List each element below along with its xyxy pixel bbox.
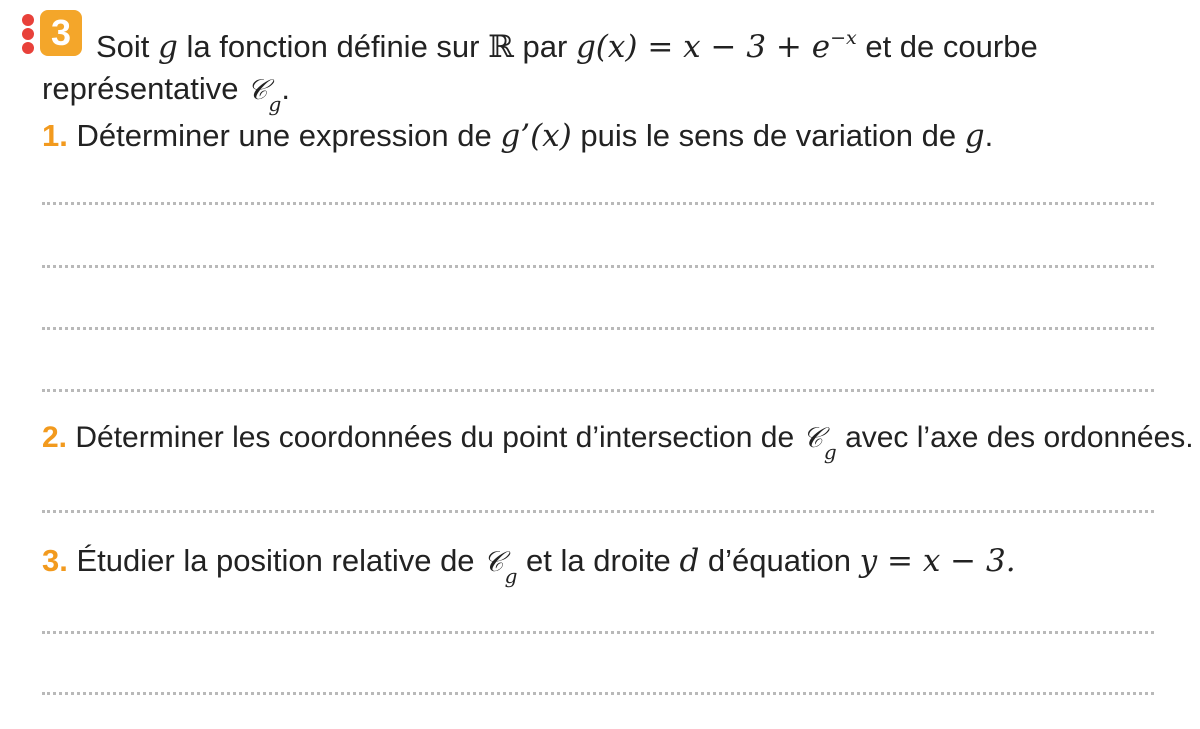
question-1-text-a: Déterminer une expression de [76, 118, 492, 153]
intro-line-2 [42, 71, 290, 116]
line-equation: y = x − 3. [859, 543, 1016, 579]
curve-symbol: 𝒞 [802, 421, 823, 454]
reals-symbol: ℝ [488, 29, 514, 65]
question-1 [42, 120, 993, 152]
question-3 [42, 543, 1016, 588]
question-3-text-c: d’équation [707, 543, 851, 578]
curve-symbol: 𝒞 [247, 73, 268, 106]
question-1-text-b: puis le sens de variation de [580, 118, 957, 153]
badge-dot-3 [22, 42, 34, 54]
expression-main: g(x) = x − 3 + e [575, 29, 831, 65]
answer-line-1[interactable] [42, 202, 1154, 205]
badge-dot-1 [22, 14, 34, 26]
question-3-text-a: Étudier la position relative de [76, 543, 475, 578]
question-3-number: 3. [42, 543, 68, 578]
intro-period: . [281, 71, 290, 106]
question-1-number: 1. [42, 118, 68, 153]
line-d: d [679, 543, 700, 579]
intro-et-de: et de courbe [865, 29, 1038, 64]
intro-soit: Soit [96, 29, 150, 64]
curve-subscript: g [823, 440, 837, 464]
answer-line-4[interactable] [42, 389, 1154, 392]
curve-subscript: g [268, 92, 282, 116]
question-1-g: g [964, 118, 985, 154]
question-2-text-b: avec l’axe des ordonnées. [845, 421, 1194, 454]
answer-line-5[interactable] [42, 510, 1154, 513]
function-expression [576, 29, 857, 65]
question-2-text-a: Déterminer les coordonnées du point d’intersection de [75, 421, 795, 454]
derivative-expression: g’(x) [500, 118, 572, 154]
curve-symbol: 𝒞 [483, 545, 504, 578]
intro-par: par [522, 29, 568, 64]
exercise-number: 3 [40, 10, 82, 56]
expression-exponent: −x [830, 27, 857, 49]
intro-line-1 [96, 27, 1038, 65]
question-3-text-b: et la droite [526, 543, 671, 578]
answer-line-6[interactable] [42, 631, 1154, 634]
answer-line-2[interactable] [42, 265, 1154, 268]
intro-representative: représentative [42, 71, 239, 106]
question-2 [42, 421, 1194, 464]
question-2-number: 2. [42, 421, 68, 454]
question-1-period: . [984, 118, 994, 153]
intro-definie: la fonction définie sur [186, 29, 480, 64]
curve-subscript: g [504, 564, 518, 588]
badge-dot-2 [22, 28, 34, 40]
answer-line-3[interactable] [42, 327, 1154, 330]
intro-g: g [158, 29, 178, 65]
answer-line-7[interactable] [42, 692, 1154, 695]
